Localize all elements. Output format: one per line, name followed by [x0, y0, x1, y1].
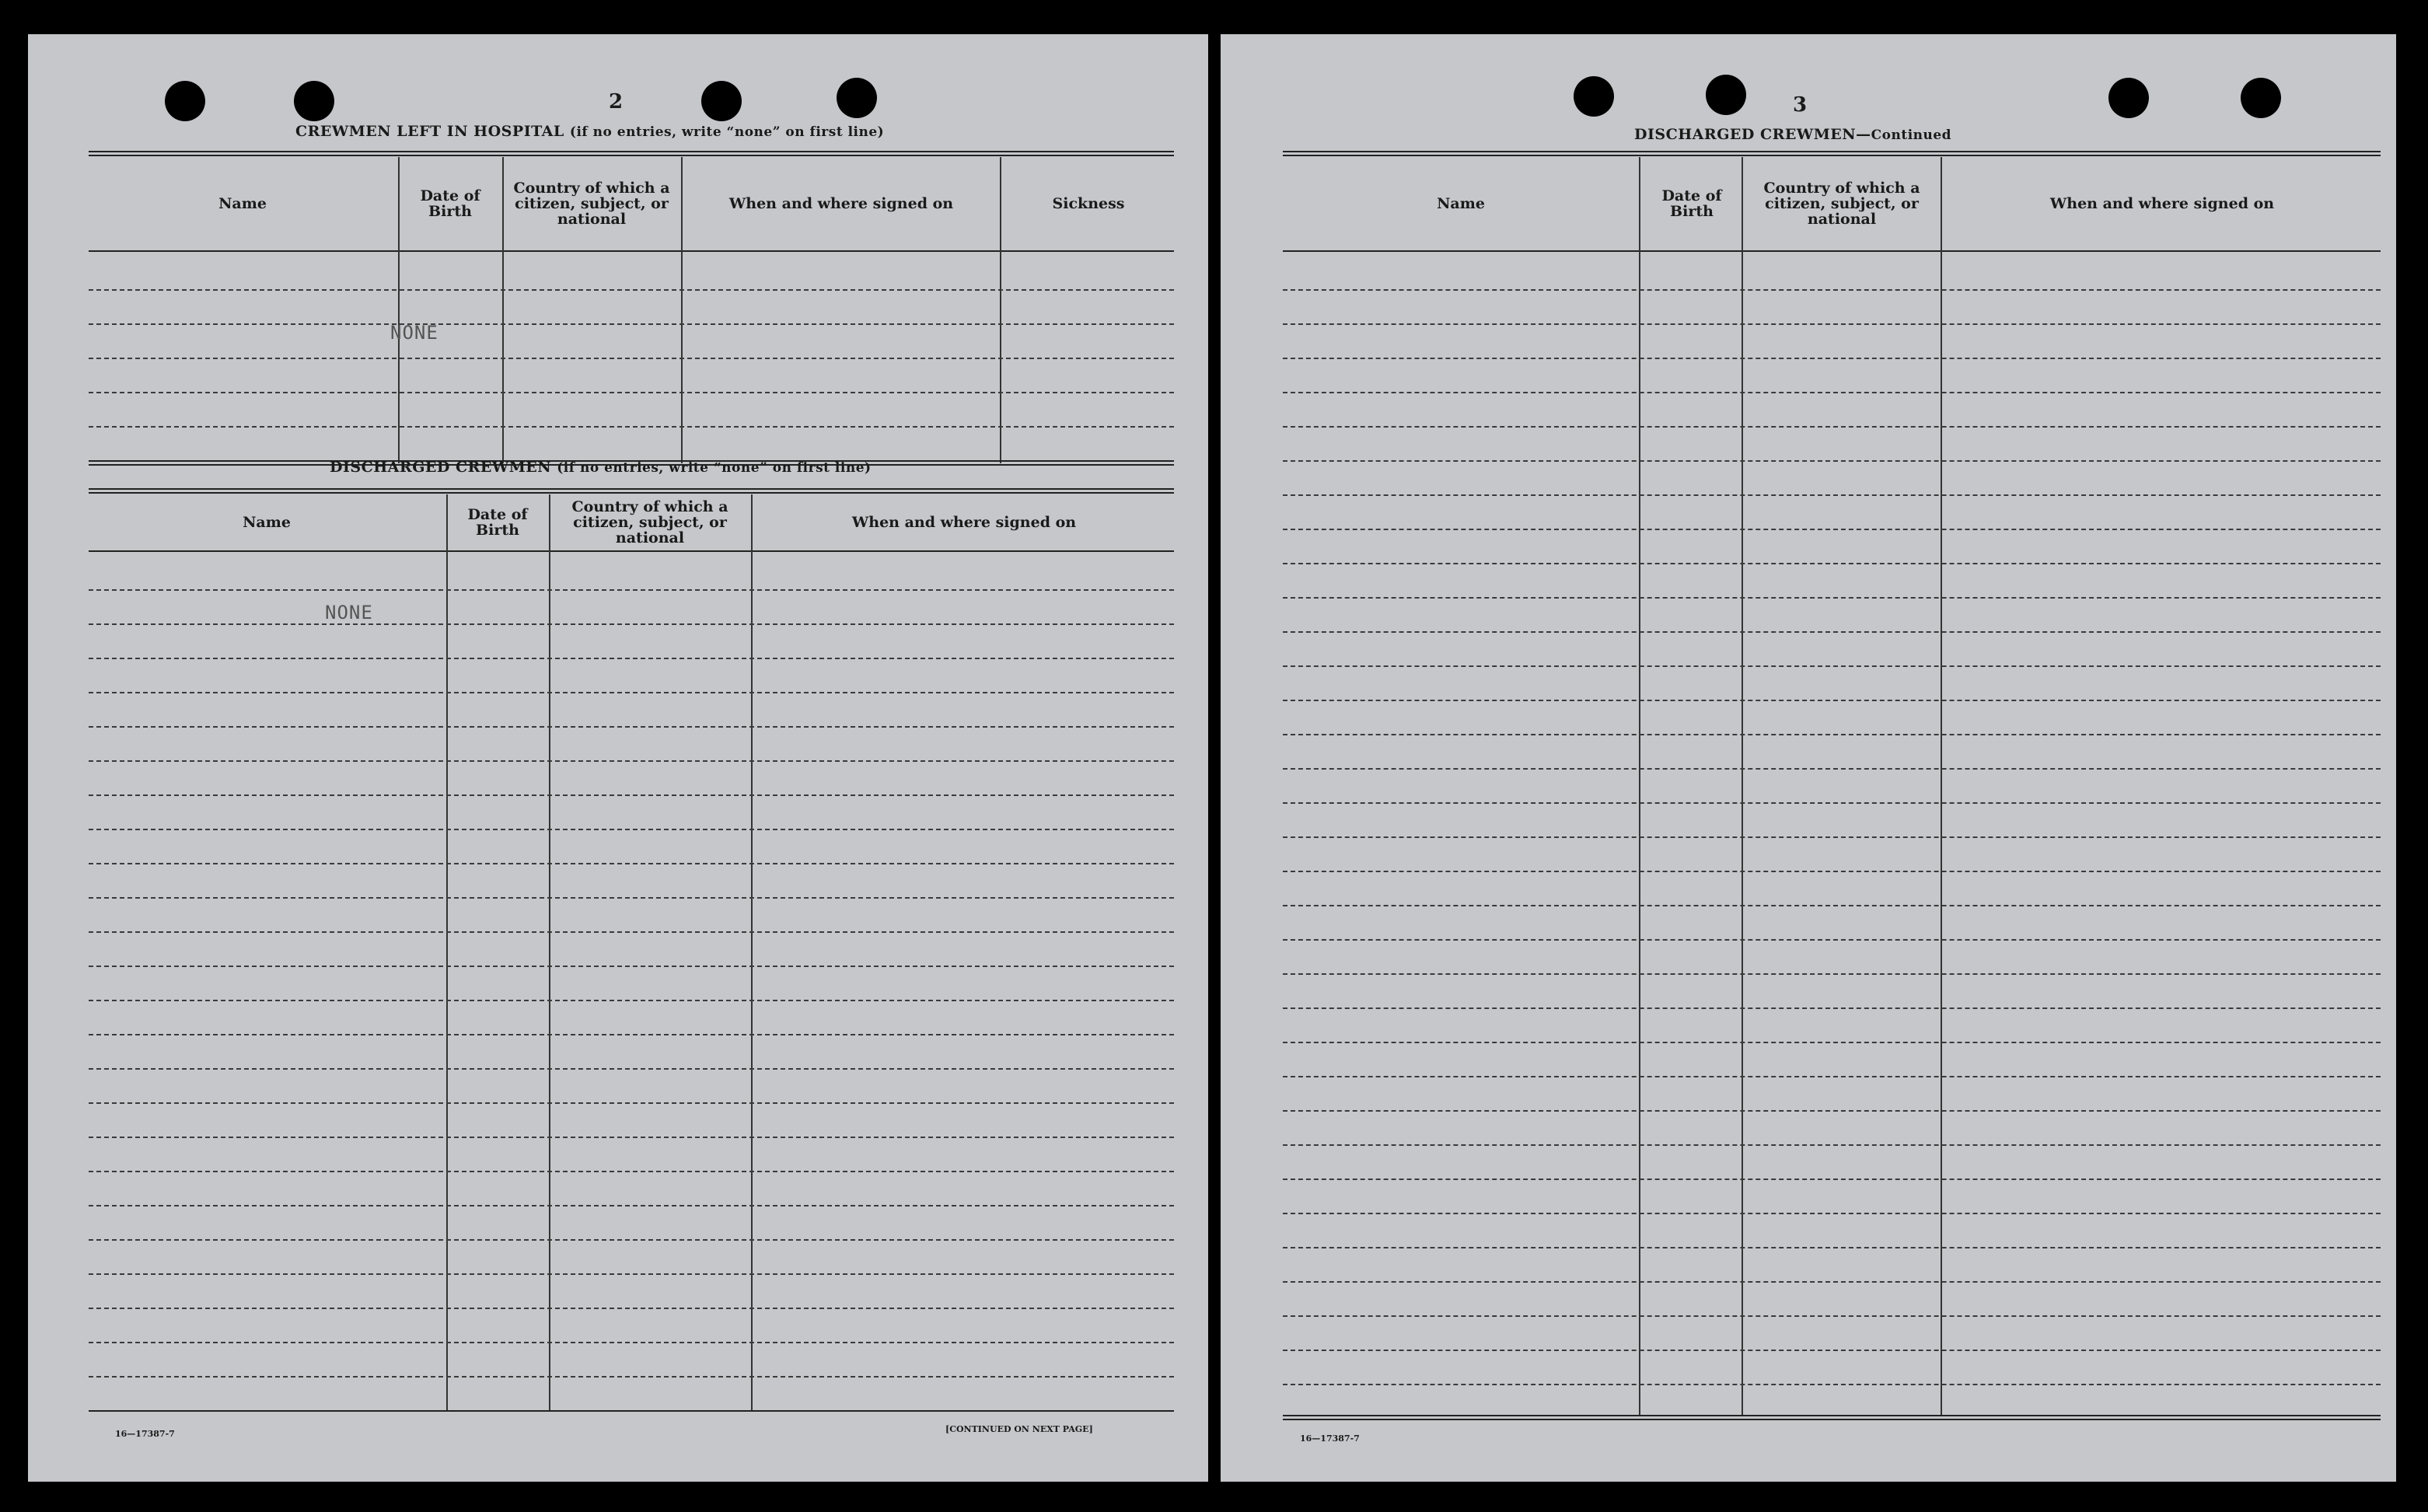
column-header-name: Name	[243, 514, 291, 531]
left-page	[28, 34, 1208, 1482]
entry-line	[1283, 1076, 2381, 1077]
continued-note: [CONTINUED ON NEXT PAGE]	[945, 1424, 1093, 1434]
entry-line	[1283, 358, 2381, 359]
entry-line	[1283, 289, 2381, 291]
punch-hole	[701, 81, 742, 121]
entry-line	[89, 1376, 1174, 1378]
punch-hole	[2241, 78, 2281, 118]
column-header-date-of-birth: Date of Birth	[467, 506, 528, 539]
entry-line	[89, 726, 1174, 728]
column-header-signed-on: When and where signed on	[851, 514, 1077, 531]
column-divider	[502, 157, 504, 463]
entry-line	[1283, 871, 2381, 872]
entry-line	[89, 589, 1174, 591]
discharged-title-text: DISCHARGED CREWMEN	[330, 459, 552, 476]
column-header-sickness: Sickness	[1052, 195, 1125, 212]
hospital-section-title	[295, 123, 884, 140]
entry-line	[1283, 1007, 2381, 1009]
entry-line	[1283, 392, 2381, 393]
entry-line	[89, 392, 1174, 393]
entry-line	[89, 1308, 1174, 1309]
hospital-title-text: CREWMEN LEFT IN HOSPITAL	[295, 123, 564, 140]
entry-line	[1283, 1384, 2381, 1385]
punch-hole	[1706, 75, 1746, 115]
table-top-rule	[1283, 155, 2381, 156]
form-number: 16—17387-7	[115, 1429, 175, 1439]
punch-hole	[837, 78, 877, 118]
entry-line	[1283, 905, 2381, 906]
entry-line	[89, 289, 1174, 291]
entry-line	[89, 358, 1174, 359]
entry-line	[89, 829, 1174, 830]
entry-line	[89, 1000, 1174, 1001]
entry-line	[1283, 1281, 2381, 1283]
entry-line	[89, 897, 1174, 899]
entry-line	[89, 794, 1174, 796]
entry-line	[1283, 973, 2381, 975]
entry-line	[1283, 1213, 2381, 1214]
column-header-country: Country of which a citizen, subject, or national	[1763, 180, 1920, 228]
hospital-instruction: (if no entries, write “none” on first line)	[569, 124, 885, 140]
entry-line	[1283, 529, 2381, 530]
entry-line	[89, 658, 1174, 659]
punch-hole	[1574, 76, 1614, 117]
right-page	[1221, 34, 2396, 1482]
entry-line	[89, 931, 1174, 933]
entry-line	[89, 1239, 1174, 1241]
table-top-rule	[89, 151, 1174, 152]
entry-line	[89, 1068, 1174, 1070]
entry-line	[1283, 1110, 2381, 1112]
table-bottom-rule	[1283, 1419, 2381, 1420]
entry-line	[1283, 1042, 2381, 1043]
hospital-none-stamp: NONE	[390, 322, 438, 344]
punch-hole	[294, 81, 334, 121]
page-number: 2	[609, 90, 624, 113]
entry-line	[1283, 939, 2381, 941]
column-header-country: Country of which a citizen, subject, or national	[571, 498, 728, 546]
entry-line	[89, 966, 1174, 967]
column-divider	[1639, 157, 1640, 1416]
punch-hole	[165, 81, 205, 121]
entry-line	[89, 1137, 1174, 1138]
entry-line	[89, 1171, 1174, 1172]
column-header-signed-on: When and where signed on	[728, 195, 954, 212]
table-top-rule	[89, 492, 1174, 494]
table-bottom-rule	[89, 1410, 1174, 1412]
entry-line	[1283, 494, 2381, 496]
entry-line	[89, 760, 1174, 762]
entry-line	[1283, 1144, 2381, 1146]
entry-line	[1283, 426, 2381, 428]
form-number: 16—17387-7	[1300, 1433, 1360, 1444]
discharged-continued-title	[1634, 126, 1951, 143]
entry-line	[89, 1342, 1174, 1343]
column-header-date-of-birth: Date of Birth	[1661, 187, 1722, 220]
column-divider	[1000, 157, 1001, 463]
entry-line	[89, 1034, 1174, 1035]
entry-line	[1283, 665, 2381, 667]
header-rule	[89, 550, 1174, 552]
entry-line	[1283, 768, 2381, 770]
column-divider	[1742, 157, 1743, 1416]
entry-line	[1283, 700, 2381, 701]
discharged-instruction: (if no entries, write “none” on first line)	[557, 460, 872, 476]
continued-suffix: Continued	[1871, 127, 1952, 143]
entry-line	[1283, 323, 2381, 325]
entry-line	[1283, 597, 2381, 599]
entry-line	[1283, 1247, 2381, 1248]
table-top-rule	[89, 488, 1174, 490]
discharged-continued-title-text: DISCHARGED CREWMEN—	[1634, 126, 1871, 143]
column-header-name: Name	[1437, 195, 1485, 212]
header-rule	[89, 250, 1174, 252]
column-header-name: Name	[218, 195, 267, 212]
entry-line	[89, 623, 1174, 625]
entry-line	[1283, 631, 2381, 633]
entry-line	[89, 426, 1174, 428]
entry-line	[89, 323, 1174, 325]
discharged-section-title	[330, 459, 872, 476]
page-number: 3	[1793, 93, 1808, 117]
entry-line	[1283, 802, 2381, 804]
entry-line	[89, 1273, 1174, 1275]
header-rule	[1283, 250, 2381, 252]
entry-line	[89, 863, 1174, 864]
table-top-rule	[1283, 151, 2381, 152]
table-top-rule	[89, 155, 1174, 156]
entry-line	[1283, 734, 2381, 735]
column-header-country: Country of which a citizen, subject, or national	[513, 180, 670, 228]
entry-line	[1283, 460, 2381, 462]
discharged-none-stamp: NONE	[325, 602, 373, 623]
entry-line	[1283, 1350, 2381, 1351]
punch-hole	[2108, 78, 2149, 118]
entry-line	[1283, 563, 2381, 564]
entry-line	[1283, 1179, 2381, 1180]
entry-line	[1283, 1315, 2381, 1317]
column-divider	[681, 157, 683, 463]
column-header-signed-on: When and where signed on	[2049, 195, 2275, 212]
column-divider	[398, 157, 400, 463]
column-divider	[1941, 157, 1942, 1416]
entry-line	[89, 1205, 1174, 1206]
table-bottom-rule	[1283, 1415, 2381, 1416]
entry-line	[89, 1102, 1174, 1104]
entry-line	[89, 692, 1174, 693]
column-header-date-of-birth: Date of Birth	[420, 187, 480, 220]
entry-line	[1283, 836, 2381, 838]
